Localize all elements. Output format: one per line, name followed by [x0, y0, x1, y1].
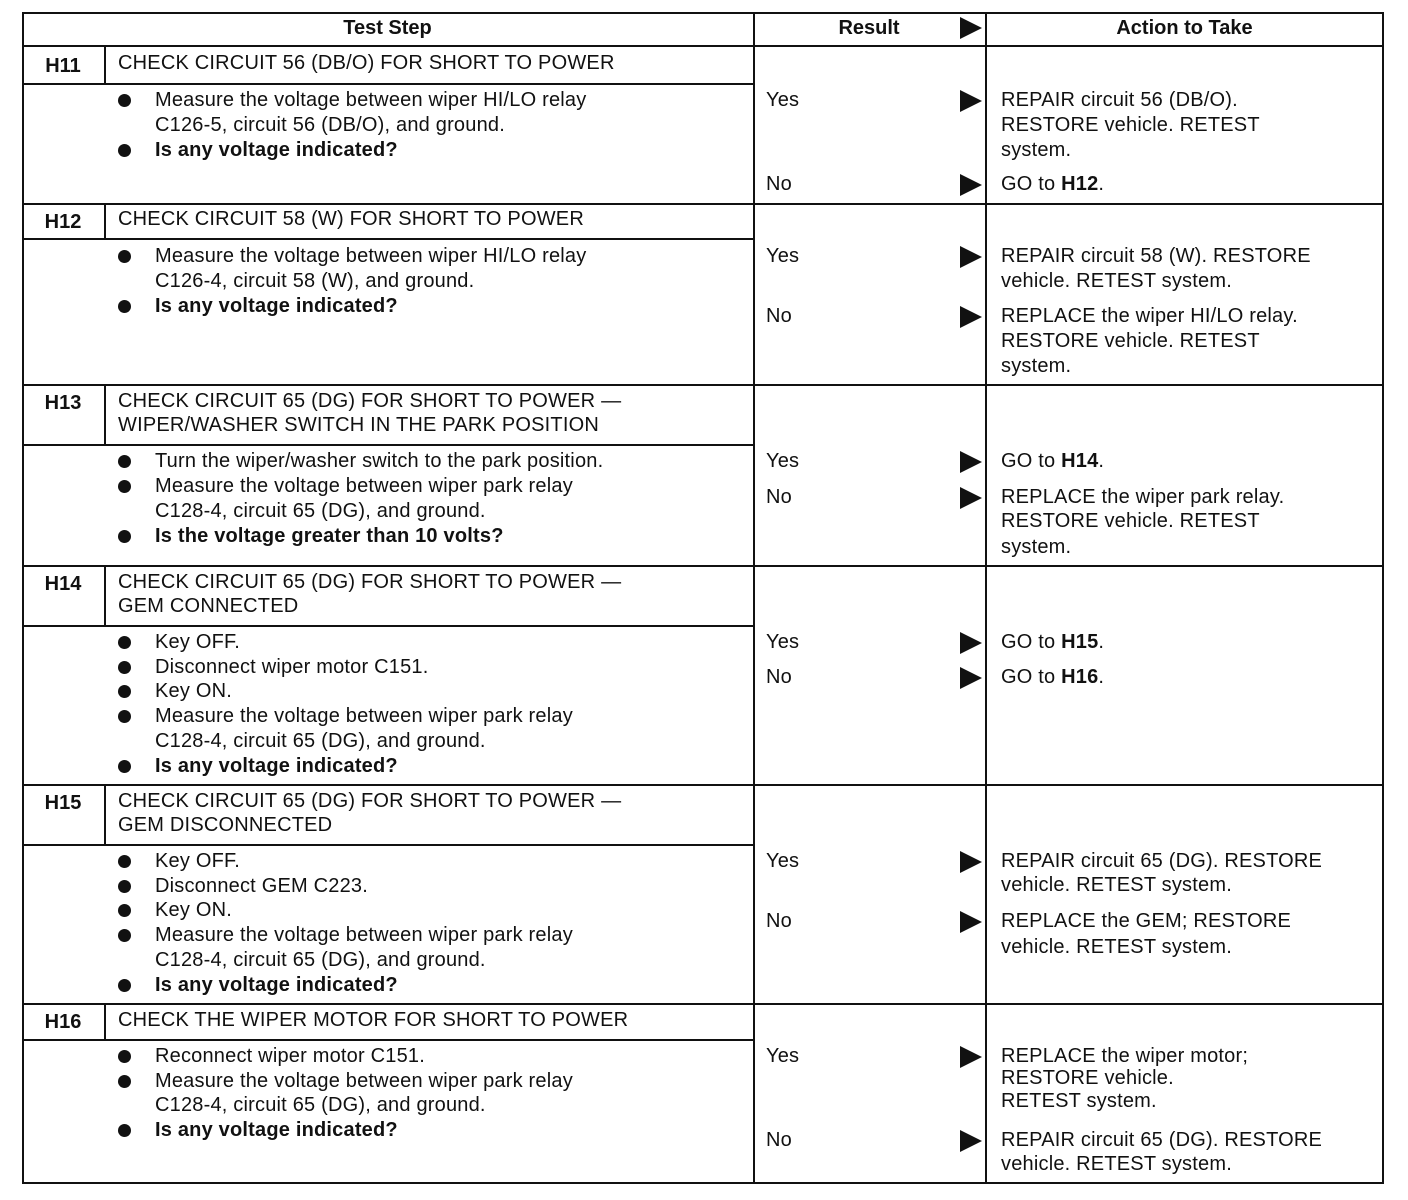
- header-result: Result: [838, 17, 900, 39]
- step-divider: [22, 784, 1384, 786]
- action-text-part: GO to: [1001, 631, 1062, 653]
- arrow-right-icon: [960, 851, 982, 873]
- action-text: [1001, 304, 1298, 329]
- bullet-text: Is the voltage greater than 10 volts?: [155, 525, 504, 547]
- result-yes: Yes: [766, 450, 800, 472]
- action-text: [1001, 354, 1071, 379]
- bullet-dot: [118, 250, 131, 263]
- arrow-right-icon: [960, 174, 982, 196]
- bullet-dot: [118, 455, 131, 468]
- bullet-dot: [118, 685, 131, 698]
- action-text: [1001, 630, 1104, 655]
- step-title: WIPER/WASHER SWITCH IN THE PARK POSITION: [118, 414, 599, 436]
- bullet-dot: [118, 760, 131, 773]
- action-text: [1001, 138, 1071, 163]
- action-text: [1001, 172, 1104, 197]
- result-yes: Yes: [766, 631, 800, 653]
- action-text-part: system.: [1001, 139, 1072, 161]
- step-title-divider: [22, 844, 753, 846]
- action-text: [1001, 1044, 1248, 1069]
- step-divider: [22, 1003, 1384, 1005]
- result-no: No: [766, 173, 792, 195]
- result-no: No: [766, 1129, 792, 1151]
- action-text-part: vehicle. RETEST system.: [1001, 936, 1232, 958]
- bullet-text: Disconnect GEM C223.: [155, 875, 368, 897]
- bullet-dot: [118, 929, 131, 942]
- step-id-divider: [104, 784, 106, 844]
- table-border-right: [1382, 12, 1384, 1184]
- action-text-part: .: [1098, 450, 1105, 472]
- bullet-dot: [118, 661, 131, 674]
- step-id-divider: [104, 203, 106, 238]
- column-divider-action: [985, 12, 987, 1184]
- arrow-right-icon: [960, 1046, 982, 1068]
- action-text-part: .: [1098, 666, 1105, 688]
- action-text: [1001, 1152, 1232, 1177]
- diagnostic-test-table: [22, 12, 1384, 1184]
- action-text: [1001, 909, 1291, 934]
- step-id: H12: [44, 211, 82, 233]
- bullet-dot: [118, 710, 131, 723]
- step-title-divider: [22, 238, 753, 240]
- action-text-part: vehicle. RETEST system.: [1001, 874, 1232, 896]
- action-text-part: REPLACE the wiper HI/LO relay.: [1001, 305, 1298, 327]
- action-text: [1001, 665, 1104, 690]
- action-text: [1001, 535, 1071, 560]
- step-id: H15: [44, 792, 82, 814]
- step-id-divider: [104, 384, 106, 444]
- bullet-text: Is any voltage indicated?: [155, 295, 398, 317]
- step-title: CHECK CIRCUIT 65 (DG) FOR SHORT TO POWER —: [118, 390, 622, 412]
- action-text-part: REPAIR circuit 65 (DG). RESTORE: [1001, 1129, 1323, 1151]
- action-text-part: RESTORE vehicle. RETEST: [1001, 114, 1260, 136]
- bullet-dot: [118, 1124, 131, 1137]
- step-title: CHECK THE WIPER MOTOR FOR SHORT TO POWER: [118, 1009, 629, 1031]
- bullet-text: Disconnect wiper motor C151.: [155, 656, 429, 678]
- result-yes: Yes: [766, 1045, 800, 1067]
- bullet-text: Is any voltage indicated?: [155, 974, 398, 996]
- action-text: [1001, 1089, 1157, 1114]
- action-text: [1001, 113, 1260, 138]
- action-text: [1001, 485, 1284, 510]
- step-id-divider: [104, 1003, 106, 1039]
- bullet-text: Measure the voltage between wiper park relay: [155, 924, 573, 946]
- bullet-text: C128-4, circuit 65 (DG), and ground.: [155, 1094, 486, 1116]
- step-reference: H15: [1061, 631, 1099, 653]
- arrow-right-icon: [960, 451, 982, 473]
- action-text-part: RETEST system.: [1001, 1090, 1157, 1112]
- bullet-dot: [118, 530, 131, 543]
- bullet-dot: [118, 1075, 131, 1088]
- action-text: [1001, 509, 1260, 534]
- bullet-dot: [118, 480, 131, 493]
- bullet-dot: [118, 1050, 131, 1063]
- header-divider: [22, 45, 1384, 47]
- step-reference: H12: [1061, 173, 1099, 195]
- table-border-left: [22, 12, 24, 1184]
- bullet-text: C128-4, circuit 65 (DG), and ground.: [155, 500, 486, 522]
- bullet-text: Measure the voltage between wiper park relay: [155, 475, 573, 497]
- action-text: [1001, 244, 1311, 269]
- action-text-part: REPLACE the wiper park relay.: [1001, 486, 1285, 508]
- step-title: CHECK CIRCUIT 56 (DB/O) FOR SHORT TO POWER: [118, 52, 615, 74]
- table-border-top: [22, 12, 1384, 14]
- action-text-part: GO to: [1001, 666, 1062, 688]
- bullet-text: Turn the wiper/washer switch to the park position.: [155, 450, 604, 472]
- bullet-text: C126-5, circuit 56 (DB/O), and ground.: [155, 114, 505, 136]
- header-arrow-icon: [960, 17, 982, 39]
- step-title: GEM DISCONNECTED: [118, 814, 333, 836]
- step-id: H16: [44, 1011, 82, 1033]
- bullet-dot: [118, 144, 131, 157]
- bullet-dot: [118, 300, 131, 313]
- bullet-text: Measure the voltage between wiper HI/LO relay: [155, 89, 587, 111]
- bullet-text: Key ON.: [155, 899, 232, 921]
- step-reference: H14: [1061, 450, 1099, 472]
- arrow-right-icon: [960, 632, 982, 654]
- arrow-right-icon: [960, 1130, 982, 1152]
- bullet-dot: [118, 855, 131, 868]
- result-yes: Yes: [766, 245, 800, 267]
- step-divider: [22, 203, 1384, 205]
- header-action: Action to Take: [1116, 17, 1253, 39]
- step-title-divider: [22, 625, 753, 627]
- action-text-part: system.: [1001, 355, 1072, 377]
- step-title: CHECK CIRCUIT 58 (W) FOR SHORT TO POWER: [118, 208, 584, 230]
- action-text: [1001, 1066, 1174, 1091]
- step-id: H14: [44, 573, 82, 595]
- step-divider: [22, 565, 1384, 567]
- step-id-divider: [104, 565, 106, 625]
- result-no: No: [766, 910, 792, 932]
- bullet-text: C128-4, circuit 65 (DG), and ground.: [155, 730, 486, 752]
- action-text: [1001, 269, 1232, 294]
- action-text: [1001, 849, 1322, 874]
- action-text: [1001, 935, 1232, 960]
- arrow-right-icon: [960, 246, 982, 268]
- bullet-text: Key OFF.: [155, 631, 240, 653]
- column-divider-result: [753, 12, 755, 1184]
- bullet-text: C126-4, circuit 58 (W), and ground.: [155, 270, 475, 292]
- bullet-text: Is any voltage indicated?: [155, 1119, 398, 1141]
- action-text-part: GO to: [1001, 450, 1062, 472]
- step-title: CHECK CIRCUIT 65 (DG) FOR SHORT TO POWER —: [118, 571, 622, 593]
- step-title: CHECK CIRCUIT 65 (DG) FOR SHORT TO POWER —: [118, 790, 622, 812]
- arrow-right-icon: [960, 306, 982, 328]
- action-text-part: REPAIR circuit 56 (DB/O).: [1001, 89, 1238, 111]
- step-title-divider: [22, 83, 753, 85]
- action-text-part: system.: [1001, 536, 1072, 558]
- step-id: H13: [44, 392, 82, 414]
- result-no: No: [766, 486, 792, 508]
- action-text-part: REPLACE the GEM; RESTORE: [1001, 910, 1292, 932]
- table-border-bottom: [22, 1182, 1384, 1184]
- result-yes: Yes: [766, 89, 800, 111]
- result-no: No: [766, 666, 792, 688]
- bullet-dot: [118, 94, 131, 107]
- action-text: [1001, 1128, 1322, 1153]
- bullet-text: Is any voltage indicated?: [155, 139, 398, 161]
- action-text-part: RESTORE vehicle. RETEST: [1001, 330, 1260, 352]
- bullet-dot: [118, 904, 131, 917]
- action-text-part: REPLACE the wiper motor;: [1001, 1045, 1249, 1067]
- action-text: [1001, 449, 1104, 474]
- step-title: GEM CONNECTED: [118, 595, 299, 617]
- step-title-divider: [22, 444, 753, 446]
- bullet-text: Measure the voltage between wiper HI/LO relay: [155, 245, 587, 267]
- arrow-right-icon: [960, 667, 982, 689]
- bullet-text: Key ON.: [155, 680, 232, 702]
- arrow-right-icon: [960, 911, 982, 933]
- action-text-part: GO to: [1001, 173, 1062, 195]
- action-text: [1001, 329, 1260, 354]
- action-text-part: vehicle. RETEST system.: [1001, 270, 1232, 292]
- arrow-right-icon: [960, 487, 982, 509]
- bullet-text: Is any voltage indicated?: [155, 755, 398, 777]
- step-title-divider: [22, 1039, 753, 1041]
- bullet-dot: [118, 636, 131, 649]
- step-id: H11: [45, 55, 81, 77]
- action-text-part: RESTORE vehicle. RETEST: [1001, 510, 1260, 532]
- bullet-dot: [118, 880, 131, 893]
- action-text-part: vehicle. RETEST system.: [1001, 1153, 1232, 1175]
- action-text-part: .: [1098, 631, 1105, 653]
- bullet-text: Measure the voltage between wiper park relay: [155, 705, 573, 727]
- bullet-text: Key OFF.: [155, 850, 240, 872]
- result-no: No: [766, 305, 792, 327]
- header-test-step: Test Step: [343, 17, 432, 39]
- bullet-text: Reconnect wiper motor C151.: [155, 1045, 425, 1067]
- bullet-text: C128-4, circuit 65 (DG), and ground.: [155, 949, 486, 971]
- step-reference: H16: [1061, 666, 1099, 688]
- arrow-right-icon: [960, 90, 982, 112]
- action-text-part: REPAIR circuit 65 (DG). RESTORE: [1001, 850, 1323, 872]
- action-text-part: .: [1098, 173, 1105, 195]
- action-text: [1001, 873, 1232, 898]
- bullet-text: Measure the voltage between wiper park relay: [155, 1070, 573, 1092]
- step-divider: [22, 384, 1384, 386]
- step-id-divider: [104, 47, 106, 83]
- result-yes: Yes: [766, 850, 800, 872]
- action-text: [1001, 88, 1238, 113]
- action-text-part: RESTORE vehicle.: [1001, 1067, 1174, 1089]
- action-text-part: REPAIR circuit 58 (W). RESTORE: [1001, 245, 1311, 267]
- bullet-dot: [118, 979, 131, 992]
